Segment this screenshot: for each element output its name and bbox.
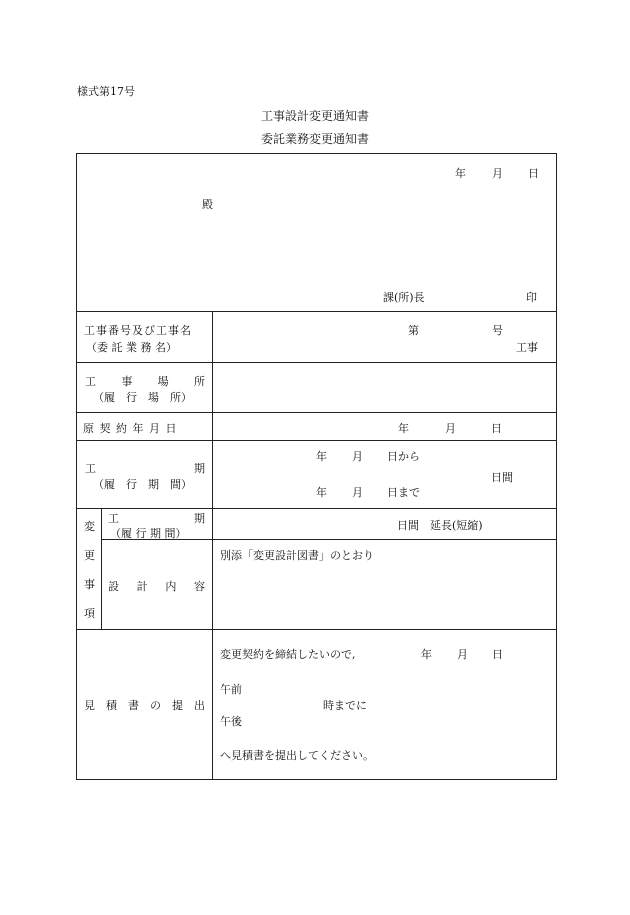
period-sublabel: （履 行 期 間） (93, 478, 192, 491)
table-bottom-border (76, 779, 557, 780)
row-divider (76, 440, 557, 441)
row-divider (76, 508, 557, 509)
estimate-closing: へ見積書を提出してください。 (220, 749, 374, 762)
work-number-dai: 第 (408, 324, 419, 337)
column-divider (101, 508, 102, 629)
title-commission: 委託業務変更通知書 (260, 132, 369, 146)
form-number: 様式第17号 (77, 85, 135, 98)
estimate-pm: 午後 (220, 715, 242, 728)
work-number-koji: 工事 (516, 341, 538, 354)
period-until-day: 日まで (387, 486, 420, 499)
period-from-month: 月 (352, 450, 363, 463)
row-divider (76, 311, 557, 312)
seal-mark: 印 (526, 291, 537, 304)
change-period-value: 日間 延長(短縮) (397, 519, 483, 532)
estimate-label: 見 積 書 の 提 出 (84, 699, 205, 712)
row-divider (76, 629, 557, 630)
period-from-year: 年 (316, 450, 327, 463)
addressee-suffix: 殿 (202, 198, 213, 211)
change-side-char: 変 (84, 520, 95, 533)
header-year: 年 (455, 167, 466, 180)
location-label: 工 事 場 所 (85, 375, 205, 388)
estimate-day: 日 (492, 648, 503, 661)
contract-date-label: 原 契 約 年 月 日 (83, 422, 178, 435)
contract-date-month: 月 (445, 422, 456, 435)
design-content-label: 設 計 内 容 (108, 580, 205, 593)
period-until-year: 年 (316, 486, 327, 499)
estimate-am: 午前 (220, 683, 242, 696)
estimate-line1: 変更契約を締結したいので, (220, 648, 356, 661)
design-content-value: 別添「変更設計図書」のとおり (220, 549, 374, 562)
period-label: 工 期 (85, 462, 205, 475)
header-month: 月 (492, 167, 503, 180)
work-number-sublabel: （委 託 業 務 名） (86, 341, 177, 354)
change-period-label: 工 期 (108, 512, 205, 525)
change-side-char: 更 (84, 549, 95, 562)
period-from-day: 日から (387, 450, 420, 463)
table-right-border (556, 153, 557, 780)
title-construction: 工事設計変更通知書 (260, 109, 369, 123)
table-left-border (76, 153, 77, 780)
change-side-char: 事 (84, 578, 95, 591)
estimate-month: 月 (457, 648, 468, 661)
change-side-char: 項 (84, 607, 95, 620)
change-period-sublabel: （履 行 期 間） (110, 527, 187, 540)
period-until-month: 月 (352, 486, 363, 499)
contract-date-year: 年 (398, 422, 409, 435)
row-divider (76, 362, 557, 363)
work-number-label: 工事番号及び工事名 (84, 324, 192, 337)
estimate-year: 年 (421, 648, 432, 661)
table-top-border (76, 153, 557, 154)
work-number-go: 号 (492, 324, 503, 337)
chief-title: 課(所)長 (383, 291, 425, 304)
location-sublabel: （履 行 場 所） (93, 391, 192, 404)
header-day: 日 (528, 167, 539, 180)
row-divider (76, 412, 557, 413)
period-days: 日間 (491, 471, 513, 484)
contract-date-day: 日 (491, 422, 502, 435)
estimate-by-time: 時までに (323, 699, 367, 712)
column-divider (212, 311, 213, 779)
